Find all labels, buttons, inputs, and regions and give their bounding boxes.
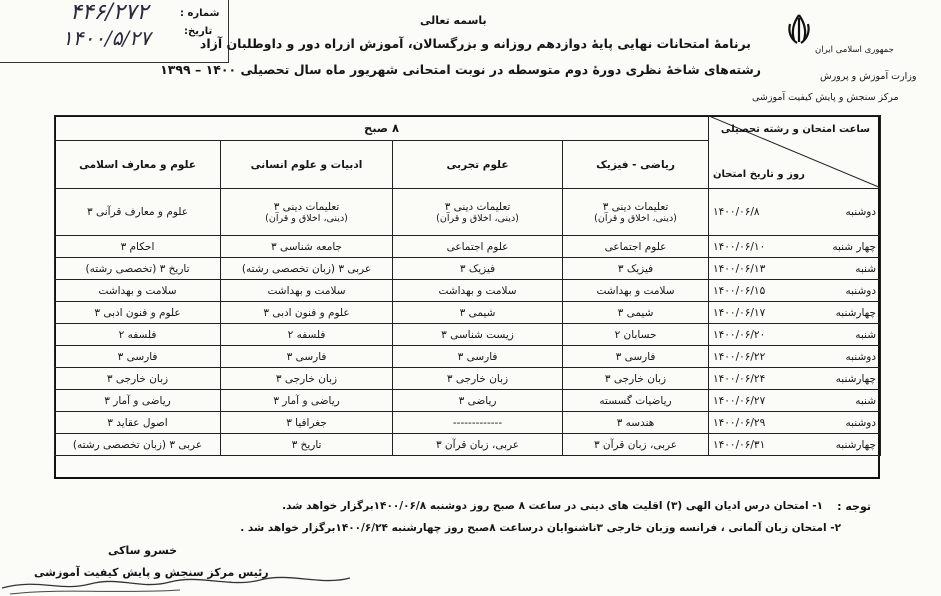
subject-cell: زبان خارجی ۳ [55, 368, 221, 390]
column-header: ریاضی - فیزیک [563, 141, 709, 189]
table-row [55, 346, 881, 368]
subject-cell: سلامت و بهداشت [221, 280, 393, 302]
date-label: تاریخ: [184, 26, 213, 37]
subject-cell [393, 189, 563, 236]
exam-date: ۱۴۰۰/۰۶/۳۱ [713, 438, 766, 451]
subject-cell: فیزیک ۳ [393, 258, 563, 280]
weekday: دوشنبه [845, 416, 877, 429]
subject-cell: فلسفه ۲ [55, 324, 221, 346]
subject-cell: احکام ۳ [55, 236, 221, 258]
subject-cell: زبان خارجی ۳ [221, 368, 393, 390]
weekday: دوشنبه [845, 206, 877, 218]
subject-cell: فارسی ۳ [563, 346, 709, 368]
column-header: علوم و معارف اسلامی [55, 141, 221, 189]
column-header: علوم تجربی [393, 141, 563, 189]
date-cell [709, 280, 881, 302]
time-header: ۸ صبح [55, 116, 709, 141]
table-row [55, 302, 881, 324]
weekday: شنبه [855, 262, 877, 275]
column-header: ادبیات و علوم انسانی [221, 141, 393, 189]
table-row [55, 412, 881, 434]
exam-date: ۱۴۰۰/۰۶/۱۷ [713, 306, 766, 319]
schedule-table [54, 115, 881, 456]
subject-line: (دینی، اخلاق و قرآن) [265, 212, 348, 224]
date-cell [709, 346, 881, 368]
number-label: شماره : [180, 8, 220, 19]
subject-line: (دینی، اخلاق و قرآن) [594, 212, 677, 224]
subject-cell: عربی ۳ (زبان تخصصی رشته) [55, 434, 221, 456]
weekday: چهار شنبه [832, 240, 877, 253]
weekday: شنبه [855, 394, 877, 407]
weekday: چهارشنبه [835, 372, 877, 385]
table-row [55, 189, 881, 236]
subject-cell: زبان خارجی ۳ [563, 368, 709, 390]
subject-cell: تاریخ ۳ [221, 434, 393, 456]
subject-line: تعلیمات دینی ۳ [602, 200, 669, 213]
note-2: ۲- امتحان زبان آلمانی ، فرانسه وزبان خارجی ۳ناشنوایان درساعت ۸صبح روز چهارشنبه ۱۴۰۰/۶/۲۴برگزار خواهد شد . [240, 522, 841, 534]
subject-cell: تاریخ ۳ (تخصصی رشته) [55, 258, 221, 280]
subject-cell: سلامت و بهداشت [393, 280, 563, 302]
table-row [55, 368, 881, 390]
subject-cell: زبان خارجی ۳ [393, 368, 563, 390]
corner-top-label: ساعت امتحان و رشته تحصیلی [720, 124, 871, 135]
date-cell [709, 236, 881, 258]
handwritten-date: ۱۴۰۰/۵/۲۷ [62, 26, 151, 50]
table-row [55, 390, 881, 412]
table-row [55, 258, 881, 280]
subject-cell: فارسی ۳ [221, 346, 393, 368]
handwritten-number: ۴۴۶/۲۷۲ [70, 0, 149, 25]
exam-date: ۱۴۰۰/۰۶/۱۳ [713, 262, 766, 275]
subject-line: تعلیمات دینی ۳ [444, 200, 511, 213]
subject-cell: حسابان ۲ [563, 324, 709, 346]
subject-cell: فارسی ۳ [55, 346, 221, 368]
date-cell [709, 368, 881, 390]
date-cell [709, 412, 881, 434]
subject-cell: اصول عقاید ۳ [55, 412, 221, 434]
subject-cell: علوم و فنون ادبی ۳ [221, 302, 393, 324]
subject-cell: هندسه ۳ [563, 412, 709, 434]
table-row [55, 434, 881, 456]
date-cell [709, 258, 881, 280]
subject-cell [563, 189, 709, 236]
subject-cell: فارسی ۳ [393, 346, 563, 368]
emblem-icon [782, 12, 816, 48]
table-row [55, 324, 881, 346]
header-corner-cell [709, 116, 881, 189]
subject-cell: سلامت و بهداشت [55, 280, 221, 302]
weekday: دوشنبه [845, 350, 877, 363]
date-cell [709, 390, 881, 412]
bismillah: باسمه تعالی [420, 14, 487, 27]
signatory-title: رئیس مرکز سنجش و پایش کیفیت آموزشی [34, 566, 269, 579]
subject-cell: علوم و معارف قرآنی ۳ [55, 189, 221, 236]
signatory-name: خسرو ساکی [108, 544, 178, 557]
subject-cell: ریاضیات گسسته [563, 390, 709, 412]
weekday: چهارشنبه [835, 438, 877, 451]
subject-cell: علوم اجتماعی [393, 236, 563, 258]
weekday: شنبه [855, 328, 877, 341]
corner-bottom-label: روز و تاریخ امتحان [713, 169, 805, 180]
table-row [55, 280, 881, 302]
subject-cell: شیمی ۳ [563, 302, 709, 324]
subject-cell: علوم اجتماعی [563, 236, 709, 258]
exam-date: ۱۴۰۰/۰۶/۱۵ [713, 284, 766, 297]
subject-line: تعلیمات دینی ۳ [273, 200, 340, 213]
exam-date: ۱۴۰۰/۰۶/۲۴ [713, 372, 766, 385]
org-country: جمهوری اسلامی ایران [815, 45, 894, 55]
org-ministry: وزارت آموزش و پرورش [820, 71, 917, 82]
subject-cell [221, 189, 393, 236]
date-cell [709, 189, 881, 236]
subject-cell: فلسفه ۲ [221, 324, 393, 346]
note-1: ۱- امتحان درس ادیان الهی (۳) اقلیت های دینی در ساعت ۸ صبح روز دوشنبه ۱۴۰۰/۰۶/۸برگزار خواهد شد. [282, 500, 823, 512]
subject-cell: عربی ۳ (زبان تخصصی رشته) [221, 258, 393, 280]
subject-cell: جغرافیا ۳ [221, 412, 393, 434]
exam-date: ۱۴۰۰/۰۶/۲۹ [713, 416, 766, 429]
exam-date: ۱۴۰۰/۰۶/۲۷ [713, 394, 766, 407]
subject-cell: زیست شناسی ۳ [393, 324, 563, 346]
org-center: مرکز سنجش و پایش کیفیت آموزشی [752, 92, 899, 103]
exam-date: ۱۴۰۰/۰۶/۱۰ [713, 240, 766, 253]
weekday: دوشنبه [845, 284, 877, 297]
table-body [55, 189, 881, 456]
exam-date: ۱۴۰۰/۰۶/۲۰ [713, 328, 766, 341]
subject-cell: عربی، زبان قرآن ۳ [563, 434, 709, 456]
subject-cell: ریاضی و آمار ۳ [221, 390, 393, 412]
subject-cell: شیمی ۳ [393, 302, 563, 324]
subject-cell: ریاضی و آمار ۳ [55, 390, 221, 412]
exam-date: ۱۴۰۰/۰۶/۸ [713, 206, 760, 218]
page-subtitle: رشته‌های شاخهٔ نظری دورهٔ دوم متوسطه در نوبت امتحانی شهریور ماه سال تحصیلی ۱۴۰۰ – ۱۳۹۹ [160, 62, 761, 77]
notes-label: توجه : [837, 500, 871, 513]
table-row [55, 236, 881, 258]
date-cell [709, 302, 881, 324]
date-cell [709, 324, 881, 346]
exam-date: ۱۴۰۰/۰۶/۲۲ [713, 350, 766, 363]
subject-cell: جامعه شناسی ۳ [221, 236, 393, 258]
table-header-row [55, 116, 881, 141]
subject-cell: ------------- [393, 412, 563, 434]
weekday: چهارشنبه [835, 306, 877, 319]
subject-cell: ریاضی ۳ [393, 390, 563, 412]
subject-cell: سلامت و بهداشت [563, 280, 709, 302]
signature-scribble [0, 548, 380, 596]
page-title: برنامهٔ امتحانات نهایی پایهٔ دوازدهم روزانه و بزرگسالان، آموزش ازراه دور و داوطلبان آزاد [199, 36, 751, 51]
date-cell [709, 434, 881, 456]
subject-cell: علوم و فنون ادبی ۳ [55, 302, 221, 324]
subject-cell: عربی، زبان قرآن ۳ [393, 434, 563, 456]
subject-cell: فیزیک ۳ [563, 258, 709, 280]
subject-line: (دینی، اخلاق و قرآن) [436, 212, 519, 224]
